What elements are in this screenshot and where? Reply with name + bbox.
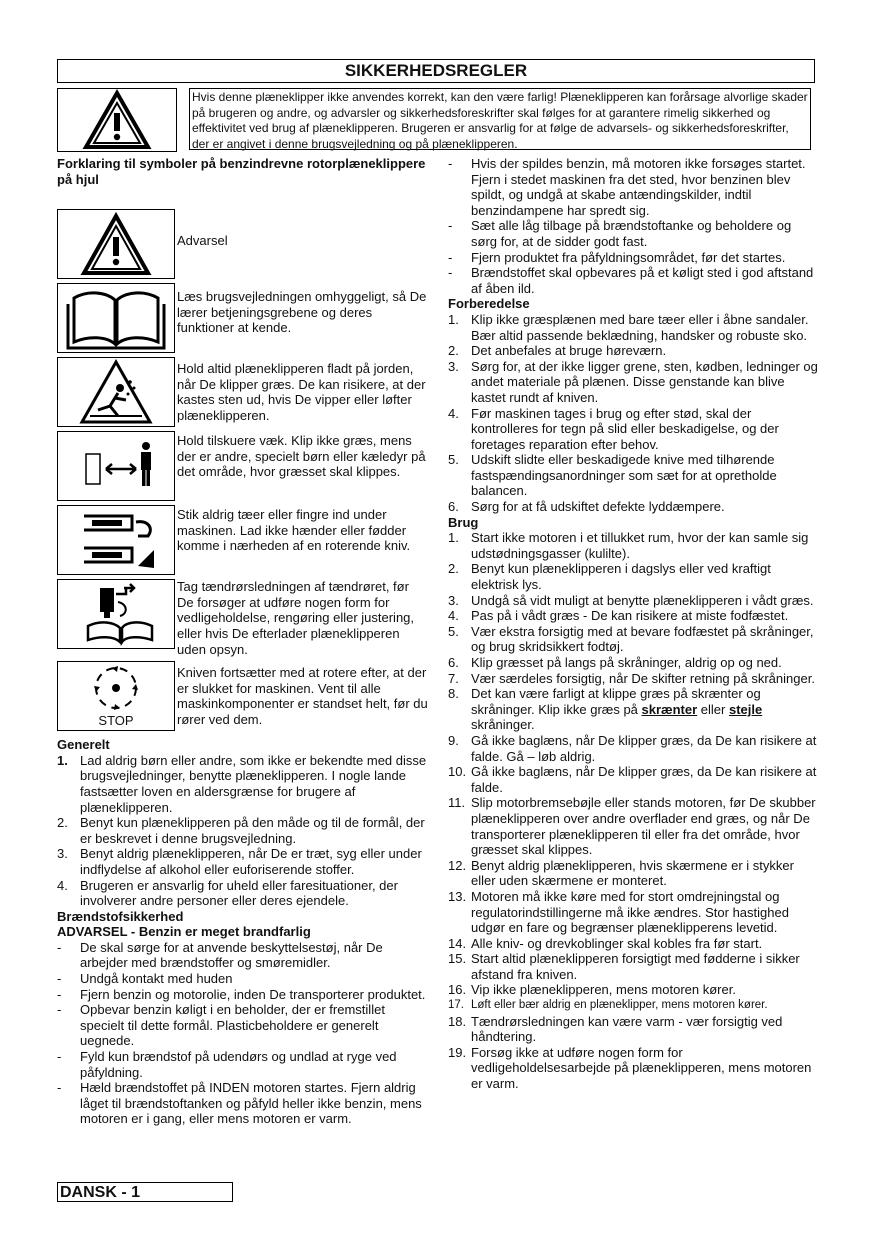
symbol-text: Advarsel <box>177 233 228 249</box>
warning-triangle-icon <box>58 210 174 278</box>
list-item: 2. Benyt kun plæneklipperen i dagslys eller ved kraftigt elektrisk lys. <box>448 561 771 593</box>
spark-plug-icon <box>58 580 174 648</box>
list-item: - Undgå kontakt med huden <box>57 971 233 987</box>
list-item: 1. Lad aldrig børn eller andre, som ikke er bekendte med disse brugsvejledninger, benytte plæneklipperen. I nogle lande fastsætter loven en aldersgrænse for brugere af plæneklipperen. <box>57 752 427 815</box>
fuel-warning: ADVARSEL - Benzin er meget brandfarlig <box>57 924 311 940</box>
list-item: 13. Motoren må ikke køre med for stort omdrejningstal og regulatorindstillingerne må ikke ændres. Stor hastighed udgør en fare og begrænser plæneklipperens levetid. <box>448 888 789 936</box>
prep-list <box>448 312 820 515</box>
right-column <box>448 156 820 1092</box>
list-item: - Hæld brændstoffet på INDEN motoren startes. Fjern aldrig låget til brændstoftanken og påfyld heller ikke benzin, mens motoren er i gang, eller mens motoren er varm. <box>57 1080 422 1127</box>
list-item: 4. Før maskinen tages i brug og efter stød, skal der kontrolleres for tegn på slid eller beskadigelse, og der foretages reparation efter behov. <box>448 405 779 452</box>
list-item: 1. Start ikke motoren i et tillukket rum, hvor der kan samle sig udstødningsgasser (kulilte). <box>448 530 809 561</box>
fuel-list-continued <box>448 156 820 296</box>
stop-label: STOP <box>98 713 134 729</box>
symbol-box <box>57 283 175 353</box>
use-list <box>448 530 820 1091</box>
list-item: 5. Vær ekstra forsigtig med at bevare fodfæstet på skråninger, og brug skridsikkert fodtøj. <box>448 623 814 655</box>
list-item: - Fjern produktet fra påfyldningsområdet, før det startes. <box>448 249 786 265</box>
symbol-row <box>57 357 429 427</box>
page-footer: DANSK - 1 <box>57 1182 233 1202</box>
list-item: 5. Udskift slidte eller beskadigede knive med tilhørende fastspændingsanordninger som sæt for at opretholde balancen. <box>448 452 777 499</box>
list-item: 17. Løft eller bær aldrig en plæneklipper, mens motoren kører. <box>448 999 768 1012</box>
symbol-text: Tag tændrørsledningen af tændrøret, før De forsøger at udføre nogen form for vedligeholdelse, rengøring eller justering, eller hvis De efterlader plæneklipperen uden opsyn. <box>177 579 415 657</box>
symbol-box <box>57 579 175 649</box>
list-item: - De skal sørge for at anvende beskyttelsestøj, når De arbejder med brændstoffer og smøremidler. <box>57 939 383 971</box>
list-item: 6. Klip græsset på langs på skråninger, aldrig op og ned. <box>448 655 782 670</box>
fuel-heading: Brændstofsikkerhed <box>57 908 184 924</box>
list-item: 2. Det anbefales at bruge høreværn. <box>448 343 667 359</box>
thrown-objects-icon <box>58 358 174 426</box>
intro-text: Hvis denne plæneklipper ikke anvendes korrekt, kan den være farlig! Plæneklipperen kan forårsage alvorlige skader på brugeren og andre, og advarsler og sikkerhedsforeskrifter skal følges for at garantere rimelig sikkerhed og effektivitet ved brug af plæneklipperen. Brugeren er ansvarlig for at følge de advarsels- og sikkerhedsforeskrifter, der er angivet i denne brugsvejledning og på plæneklipperen. <box>189 88 811 150</box>
intro-warning-box <box>57 88 177 152</box>
hand-foot-blade-icon <box>58 506 174 574</box>
list-item: 3. Sørg for, at der ikke ligger grene, sten, kødben, ledninger og andet materiale på plænen. Disse genstande kan blive kastet rundt af kniven. <box>448 358 818 405</box>
symbol-row <box>57 505 429 575</box>
fuel-list <box>57 940 429 1127</box>
list-item: - Fjern benzin og motorolie, inden De transporterer produktet. <box>57 986 426 1002</box>
symbol-row <box>57 431 429 501</box>
list-item: 16. Vip ikke plæneklipperen, mens motoren kører. <box>448 982 736 998</box>
left-column <box>57 156 429 1127</box>
list-item: 19. Forsøg ikke at udføre nogen form for vedligeholdelsesarbejde på plæneklipperen, mens motoren er varm. <box>448 1044 812 1092</box>
general-heading: Generelt <box>57 737 110 753</box>
rotating-blade-stop-icon <box>58 662 174 716</box>
list-item: 4. Brugeren er ansvarlig for uheld eller faresituationer, der involverer andre personer eller deres ejendele. <box>57 877 398 909</box>
symbol-box <box>57 209 175 279</box>
symbol-row <box>57 661 429 731</box>
list-item: 11. Slip motorbremsebøjle eller stands motoren, før De skubber plæneklipperen over andre overflader end græs, og når De transporterer plæneklipperen til eller fra det område, hvor græsset skal klippes. <box>448 795 816 858</box>
symbol-text: Hold altid plæneklipperen fladt på jorden, når De klipper græs. De kan risikere, at der kastes sten ud, hvis De vipper eller løfter plæneklipperen. <box>177 361 426 423</box>
list-item: - Sæt alle låg tilbage på brændstoftanke og beholdere og sørg for, at de sidder godt fast. <box>448 218 792 249</box>
symbol-text: Kniven fortsætter med at rotere efter, at der er slukket for maskinen. Vent til alle maskinkomponenter er standset helt, før du rører ved dem. <box>177 665 428 727</box>
symbol-text: Stik aldrig tæer eller fingre ind under maskinen. Lad ikke hænder eller fødder komme i nærheden af en roterende kniv. <box>177 507 411 554</box>
symbol-box <box>57 505 175 575</box>
list-item: 8. Det kan være farligt at klippe græs på skrænter og skråninger. Klip ikke græs på skrænter eller stejle skråninger. <box>448 686 763 733</box>
symbol-box <box>57 431 175 501</box>
list-item: 6. Sørg for at få udskiftet defekte lyddæmpere. <box>448 499 725 515</box>
list-item: 2. Benyt kun plæneklipperen på den måde og til de formål, der er beskrevet i denne brugsvejledning. <box>57 815 425 846</box>
list-item: - Hvis der spildes benzin, må motoren ikke forsøges startet. Fjern i stedet maskinen fra det sted, hvor benzinen blev spildt, og undgå at skabe antændingskilder, indtil benzindampene har spredt sig. <box>448 156 806 218</box>
list-item: - Brændstoffet skal opbevares på et køligt sted i god aftstand af åben ild. <box>448 265 814 296</box>
list-item: 10. Gå ikke baglæns, når De klipper græs, da De kan risikere at falde. <box>448 764 817 795</box>
manual-book-icon <box>58 284 174 352</box>
symbol-box <box>57 357 175 427</box>
list-item: - Opbevar benzin køligt i en beholder, der er fremstillet specielt til dette formål. Plasticbeholdere er generelt uegnede. <box>57 1002 385 1049</box>
general-list <box>57 753 429 909</box>
symbol-row <box>57 579 429 657</box>
list-item: 7. Vær særdeles forsigtig, når De skifter retning på skråninger. <box>448 670 815 686</box>
symbol-box <box>57 661 175 731</box>
list-item: - Fyld kun brændstof på udendørs og undlad at ryge ved påfyldning. <box>57 1049 397 1080</box>
symbol-text: Hold tilskuere væk. Klip ikke græs, mens der er andre, specielt børn eller kæledyr på det område, hvor græsset skal klippes. <box>177 433 426 480</box>
keep-distance-icon <box>58 432 174 500</box>
page-title: SIKKERHEDSREGLER <box>57 59 815 83</box>
list-item: 15. Start altid plæneklipperen forsigtigt med fødderne i sikker afstand fra kniven. <box>448 951 800 982</box>
list-item: 18. Tændrørsledningen kan være varm - vær forsigtig ved håndtering. <box>448 1013 783 1045</box>
symbol-text: Læs brugsvejledningen omhyggeligt, så De lærer betjeningsgrebene og deres funktioner at kende. <box>177 289 427 336</box>
symbol-row <box>57 209 429 279</box>
warning-triangle-icon <box>58 89 176 151</box>
list-item: 1. Klip ikke græsplænen med bare tæer eller i åbne sandaler. Bær altid passende beklædning, handsker og robuste sko. <box>448 311 809 343</box>
symbols-heading: Forklaring til symboler på benzindrevne rotorplæneklippere på hjul <box>57 156 426 187</box>
use-heading: Brug <box>448 514 479 530</box>
list-item: 12. Benyt aldrig plæneklipperen, hvis skærmene er i stykker eller uden skærmene er monteret. <box>448 857 794 889</box>
prep-heading: Forberedelse <box>448 296 530 312</box>
list-item: 4. Pas på i vådt græs - De kan risikere at miste fodfæstet. <box>448 608 789 624</box>
list-item: 14. Alle kniv- og drevkoblinger skal kobles fra før start. <box>448 935 763 951</box>
list-item: 9. Gå ikke baglæns, når De klipper græs, da De kan risikere at falde. Gå – løb aldrig. <box>448 732 817 764</box>
symbol-row <box>57 283 429 353</box>
list-item: 3. Benyt aldrig plæneklipperen, når De er træt, syg eller under indflydelse af alkohol eller euforiserende stoffer. <box>57 846 422 877</box>
list-item: 3. Undgå så vidt muligt at benytte plæneklipperen i vådt græs. <box>448 592 814 608</box>
